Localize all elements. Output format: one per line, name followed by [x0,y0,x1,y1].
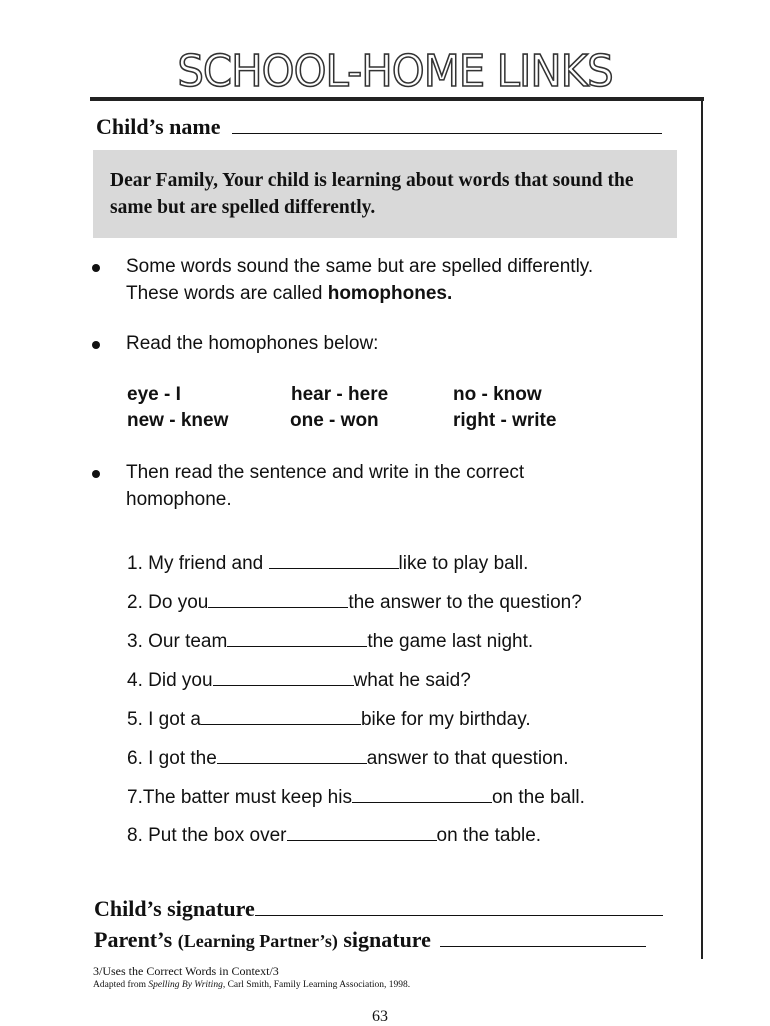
sentence-text: on the table. [436,825,542,846]
sentence-text: 7.The batter must keep his [127,787,352,808]
child-name-row [96,114,662,140]
parent-signature-row [94,927,646,953]
child-name-label: Child’s name [96,114,221,139]
footer-source-prefix: Adapted from [93,980,149,990]
signature-label: signature [337,927,437,952]
sentence-4 [127,667,471,694]
sentence-text: 3. Our team [127,631,228,652]
parent-signature-label: Parent’s [94,927,178,952]
sentence-text: 4. Did you [127,670,213,691]
sentence-5 [127,706,531,733]
footer-skill-line: 3/Uses the Correct Words in Context/3 [93,964,279,978]
bullet-3-line-1: Then read the sentence and write in the correct [126,462,525,483]
child-signature-blank[interactable] [255,897,663,916]
answer-blank-7[interactable] [352,784,492,803]
page-title: SCHOOL-HOME LINKS [177,46,613,97]
bullet-2-text: Read the homophones below: [126,333,379,354]
answer-blank-6[interactable] [217,745,367,764]
answer-blank-2[interactable] [208,589,348,608]
sentence-1 [127,550,528,577]
answer-blank-1[interactable] [269,550,399,569]
bullet-icon [92,341,100,349]
child-name-blank[interactable] [232,115,662,134]
sentence-text: 8. Put the box over [127,825,287,846]
page-number: 63 [372,1008,388,1025]
bullet-icon [92,470,100,478]
homophone-pair: eye - I [127,384,181,405]
bullet-icon [92,264,100,272]
sentence-text: 5. I got a [127,709,201,730]
sentence-3 [127,628,533,655]
answer-blank-4[interactable] [213,667,354,686]
homophone-pair: no - know [453,384,542,405]
sentence-text: the answer to the question? [348,592,582,613]
bullet-1-line-2 [126,280,452,307]
intro-box [93,150,677,238]
sentence-text: 6. I got the [127,748,217,769]
answer-blank-3[interactable] [227,628,367,647]
sentence-8 [127,822,541,849]
intro-text: Dear Family, Your child is learning about words that sound the same but are spelled differently. [110,170,634,218]
sentence-text: 1. My friend and [127,553,269,574]
sentence-text: like to play ball. [398,553,529,574]
sentence-text: answer to that question. [366,748,569,769]
child-signature-label: Child’s signature [94,896,255,921]
child-signature-row [94,896,663,922]
homophone-pair: right - write [453,410,557,431]
sentence-text: 2. Do you [127,592,209,613]
homophones-term: homophones. [327,283,453,304]
answer-blank-5[interactable] [201,706,361,725]
sentence-text: what he said? [353,670,471,691]
footer-source-line [93,980,410,990]
sentence-6 [127,745,569,772]
sentence-text: the game last night. [367,631,534,652]
bullet-1-line-1: Some words sound the same but are spelled differently. [126,256,594,277]
bullet-3-line-2: homophone. [126,489,232,510]
homophone-pair: one - won [290,410,379,431]
answer-blank-8[interactable] [287,822,437,841]
sentence-text: bike for my birthday. [360,709,531,730]
sentence-7 [127,784,585,811]
footer-source-suffix: , Carl Smith, Family Learning Association, 1998. [222,980,411,990]
sentence-text: on the ball. [491,787,585,808]
footer-source-title: Spelling By Writing [148,980,223,990]
right-margin-rule [701,97,703,959]
title-rule [90,97,704,101]
sentence-2 [127,589,582,616]
homophone-pair: new - knew [127,410,229,431]
parent-signature-blank[interactable] [440,928,646,947]
learning-partner-label: (Learning Partner’s) [177,931,338,951]
homophone-pair: hear - here [291,384,389,405]
bullet-1-text: These words are called [126,283,328,304]
